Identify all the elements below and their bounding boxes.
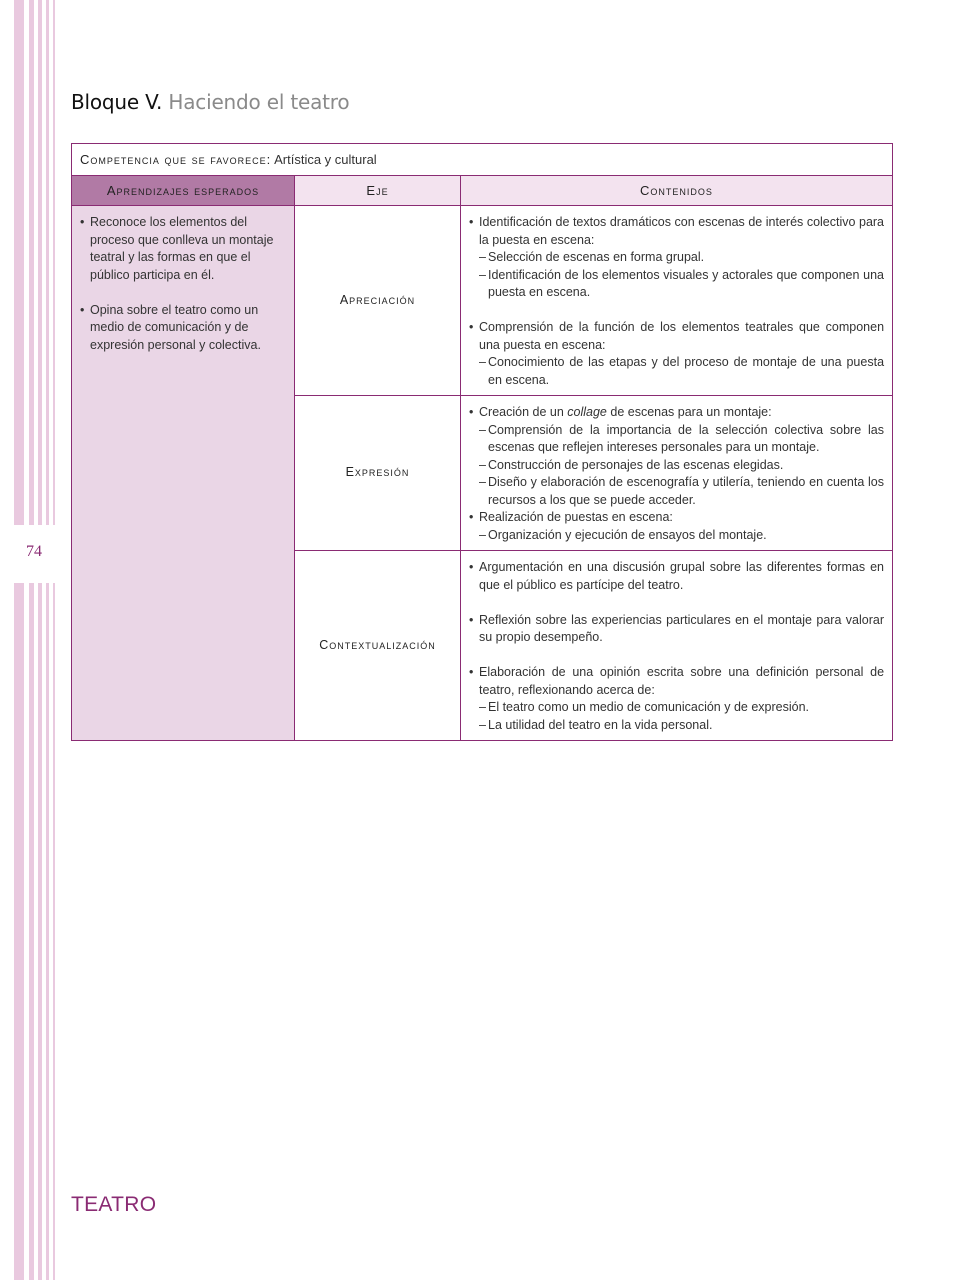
list-item: • Reflexión sobre las experiencias particulares en el montaje para valorar su propio desempeño. xyxy=(469,612,884,647)
list-item xyxy=(469,404,884,509)
sub-item: – Selección de escenas en forma grupal. xyxy=(479,249,884,267)
list-item-text: Elaboración de una opinión escrita sobre una definición personal de teatro, reflexionando acerca de: xyxy=(479,665,885,697)
list-item xyxy=(469,509,884,544)
sub-item: – Diseño y elaboración de escenografía y utilería, teniendo en cuenta los recursos a los que se puede acceder. xyxy=(479,474,884,509)
list-item: • Opina sobre el teatro como un medio de comunicación y de expresión personal y colectiva. xyxy=(80,302,284,355)
contenidos-cell xyxy=(461,551,893,741)
list-item-text: Identificación de textos dramáticos con escenas de interés colectivo para la puesta en escena: xyxy=(479,215,885,247)
page-number: 74 xyxy=(26,543,42,560)
eje-contextualizacion: Contextualización xyxy=(295,551,461,741)
decorative-stripes xyxy=(0,0,60,1280)
header-contenidos: Contenidos xyxy=(461,176,893,206)
sub-item: – Construcción de personajes de las escenas elegidas. xyxy=(479,457,884,475)
list-item: • Argumentación en una discusión grupal sobre las diferentes formas en que el público es partícipe del teatro. xyxy=(469,559,884,594)
eje-apreciacion: Apreciación xyxy=(295,206,461,396)
list-item-text: Creación de un xyxy=(479,405,564,419)
title-rest: Haciendo el teatro xyxy=(168,90,350,114)
eje-expresion: Expresión xyxy=(295,396,461,551)
list-item-italic: collage xyxy=(567,405,607,419)
stripe xyxy=(29,0,34,1280)
list-item-text: de escenas para un montaje: xyxy=(610,405,772,419)
curriculum-table xyxy=(71,143,893,741)
stripe xyxy=(46,0,49,1280)
sub-item: – Identificación de los elementos visuales y actorales que componen una puesta en escena. xyxy=(479,267,884,302)
stripe xyxy=(53,0,55,1280)
stripe xyxy=(38,0,42,1280)
sub-item: – El teatro como un medio de comunicación y de expresión. xyxy=(479,699,884,717)
stripe xyxy=(14,0,24,1280)
list-item xyxy=(469,664,884,734)
list-item-text: Comprensión de la función de los elementos teatrales que componen una puesta en escena: xyxy=(479,320,885,352)
contenidos-cell xyxy=(461,206,893,396)
competencia-label: Competencia que se favorece: xyxy=(80,151,272,167)
header-eje: Eje xyxy=(295,176,461,206)
list-item: • Reconoce los elementos del proceso que conlleva un montaje teatral y las formas en que el público participa en él. xyxy=(80,214,284,284)
sub-item: – La utilidad del teatro en la vida personal. xyxy=(479,717,884,735)
competencia-row xyxy=(72,144,893,176)
list-item-text: Realización de puestas en escena: xyxy=(479,510,673,524)
aprendizajes-cell xyxy=(72,206,295,741)
footer-section-label: TEATRO xyxy=(71,1193,157,1216)
sub-item: – Organización y ejecución de ensayos del montaje. xyxy=(479,527,884,545)
list-item xyxy=(469,319,884,389)
sub-item: – Conocimiento de las etapas y del proceso de montaje de una puesta en escena. xyxy=(479,354,884,389)
competencia-value: Artística y cultural xyxy=(274,151,377,167)
table-row xyxy=(72,206,893,396)
contenidos-cell xyxy=(461,396,893,551)
page-title xyxy=(71,90,349,114)
list-item xyxy=(469,214,884,302)
title-prefix: Bloque V. xyxy=(71,90,163,114)
sub-item: – Comprensión de la importancia de la selección colectiva sobre las escenas que reflejen intereses personales para un montaje. xyxy=(479,422,884,457)
header-aprendizajes: Aprendizajes esperados xyxy=(72,176,295,206)
